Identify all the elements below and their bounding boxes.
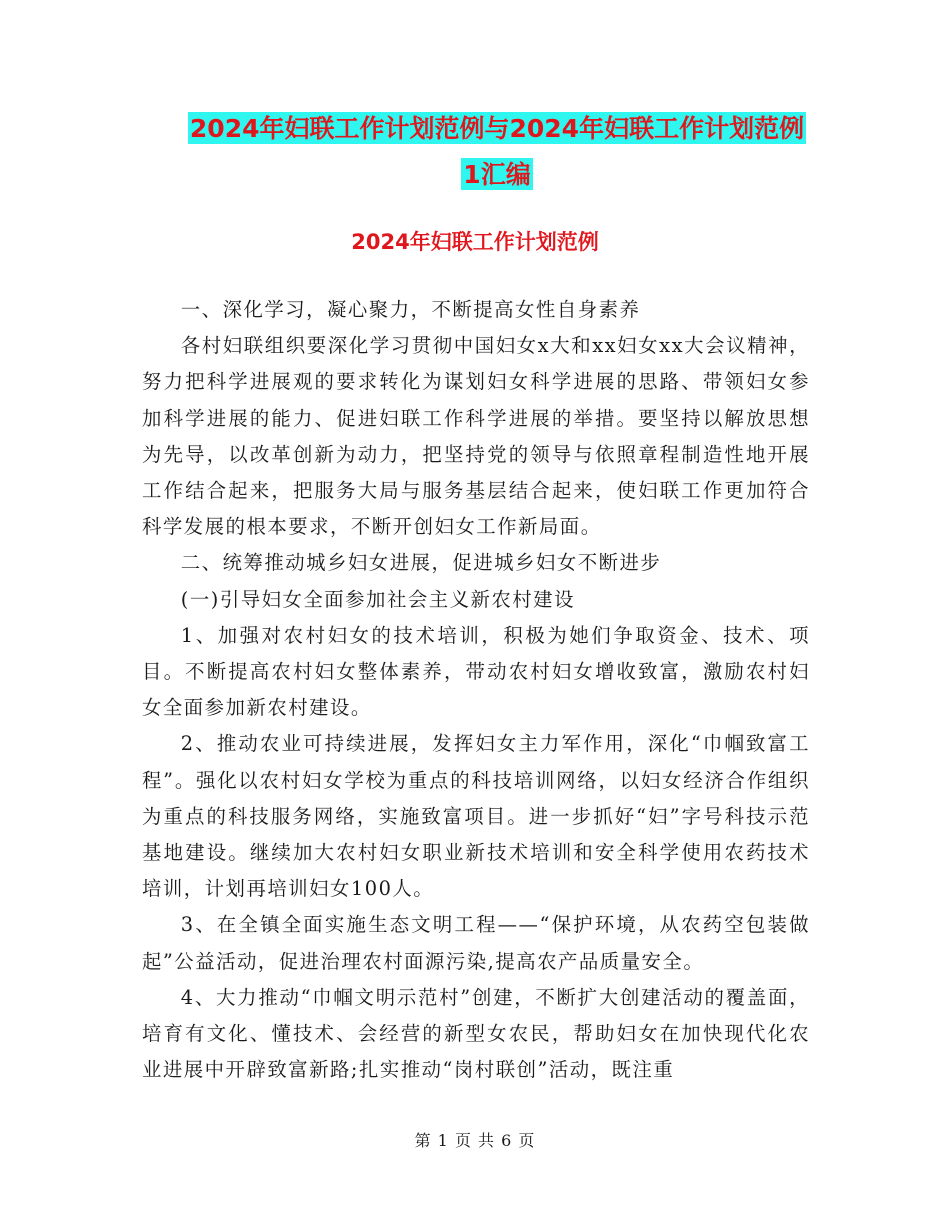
heading-1: 一、深化学习，凝心聚力，不断提高女性自身素养 [180,298,641,321]
paragraph: 2、推动农业可持续进展，发挥妇女主力军作用，深化“巾帼致富工程”。强化以农村妇女学校为重点的科技培训网络，以妇女经济合作组织为重点的科技服务网络，实施致富项目。进一步抓好“妇”字号科技示范基地建设。继续加大农村妇女职业新技术培训和安全科学使用农药技术培训，计划再培训妇女100人。 [142,732,810,901]
heading-2: 二、统筹推动城乡妇女进展，促进城乡妇女不断进步 [180,551,662,575]
page-number-footer: 第 1 页 共 6 页 [414,1131,536,1150]
document-title-line-1: 2024年妇联工作计划范例与2024年妇联工作计划范例 [189,114,805,143]
document-body [142,292,810,1088]
paragraph: 各村妇联组织要深化学习贯彻中国妇女x大和xx妇女xx大会议精神，努力把科学进展观的要求转化为谋划妇女科学进展的思路、带领妇女参加科学进展的能力、促进妇联工作科学进展的举措。要坚持以解放思想为先导，以改革创新为动力，把坚持党的领导与依照章程制造性地开展工作结合起来，把服务大局与服务基层结合起来，使妇联工作更加符合科学发展的根本要求，不断开创妇女工作新局面。 [142,334,810,539]
paragraph: 3、在全镇全面实施生态文明工程——“保护环境，从农药空包装做起”公益活动，促进治理农村面源污染,提高农产品质量安全。 [142,913,810,973]
paragraph: 1、加强对农村妇女的技术培训，积极为她们争取资金、技术、项目。不断提高农村妇女整体素养，带动农村妇女增收致富，激励农村妇女全面参加新农村建设。 [142,623,810,720]
paragraph: 4、大力推动“巾帼文明示范村”创建，不断扩大创建活动的覆盖面，培育有文化、懂技术、会经营的新型女农民，帮助妇女在加快现代化农业进展中开辟致富新路;扎实推动“岗村联创”活动，既注重 [142,985,810,1082]
section-title: 2024年妇联工作计划范例 [351,230,599,254]
subheading-1: (一)引导妇女全面参加社会主义新农村建设 [180,587,575,611]
document-title-line-2: 1汇编 [463,160,531,189]
document-title [140,112,854,190]
